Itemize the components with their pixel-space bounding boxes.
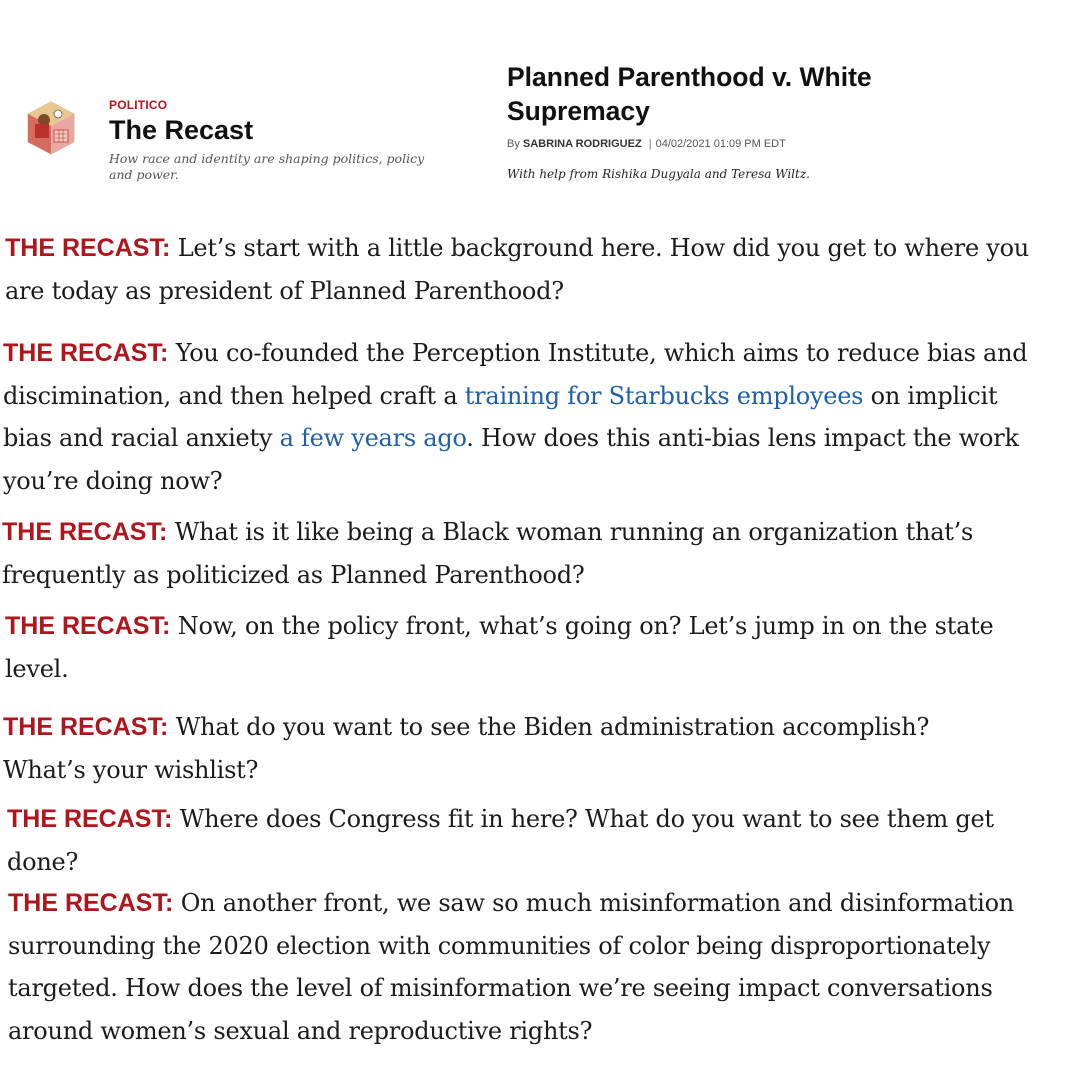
publish-timestamp: 04/02/2021 01:09 PM EDT <box>655 138 786 150</box>
starbucks-training-link[interactable]: training for Starbucks employees <box>464 381 864 410</box>
question-text: What is it like being a Black woman running an organization that’s frequently as politicized as Planned Parenthood? <box>2 518 974 589</box>
author-link[interactable]: SABRINA RODRIGUEZ <box>522 138 642 150</box>
article-byline <box>507 138 987 150</box>
question-text: Let’s start with a little background here. How did you get to where you are today as president of Planned Parenthood? <box>5 234 1029 305</box>
question-text: What do you want to see the Biden administration accomplish? What’s your wishlist? <box>3 713 930 784</box>
question-text: on implicit bias and racial anxiety <box>3 381 998 452</box>
question-text: Where does Congress fit in here? What do you want to see them get done? <box>7 805 994 876</box>
qa-question-4 <box>5 605 1005 690</box>
article-headline: Planned Parenthood v. White Supremacy <box>507 62 872 126</box>
recast-newsletter-logo-icon <box>24 100 78 156</box>
qa-question-1 <box>5 227 1045 312</box>
byline-separator: | <box>648 138 652 150</box>
question-text: On another front, we saw so much misinformation and disinformation surrounding the 2020 election with communities of color being disproportionately targeted. How does the level of misinformation we’re seeing impact conversations around women’s sexual and reproductive rights? <box>8 889 1014 1045</box>
qa-question-3 <box>2 511 1042 596</box>
newsletter-tagline: How race and identity are shaping politics, policy and power. <box>109 151 425 182</box>
qa-question-7 <box>8 882 1018 1052</box>
recast-label: THE RECAST: <box>5 234 171 262</box>
newsletter-header <box>0 0 1069 200</box>
recast-label: THE RECAST: <box>3 713 169 741</box>
question-text: Now, on the policy front, what’s going on? Let’s jump in on the state level. <box>5 612 994 683</box>
recast-label: THE RECAST: <box>8 889 174 917</box>
qa-question-2 <box>3 332 1043 502</box>
newsletter-title[interactable]: The Recast <box>109 115 254 145</box>
article-credit: With help from Rishika Dugyala and Teresa Wiltz. <box>507 167 810 181</box>
publication-kicker[interactable]: POLITICO <box>109 98 168 112</box>
recast-label: THE RECAST: <box>7 805 173 833</box>
question-text: . How does this anti-bias lens impact the work you’re doing now? <box>3 424 1019 495</box>
recast-label: THE RECAST: <box>3 339 169 367</box>
recast-label: THE RECAST: <box>5 612 171 640</box>
qa-question-6 <box>7 798 1047 883</box>
newsletter-brand <box>109 98 439 183</box>
byline-prefix: By <box>507 138 520 150</box>
recast-label: THE RECAST: <box>2 518 168 546</box>
qa-question-5 <box>3 706 1003 791</box>
article-header <box>507 60 987 181</box>
question-text: You co-founded the Perception Institute, which aims to reduce bias and discimination, and then helped craft a <box>3 339 1028 410</box>
few-years-ago-link[interactable]: a few years ago <box>279 424 467 452</box>
